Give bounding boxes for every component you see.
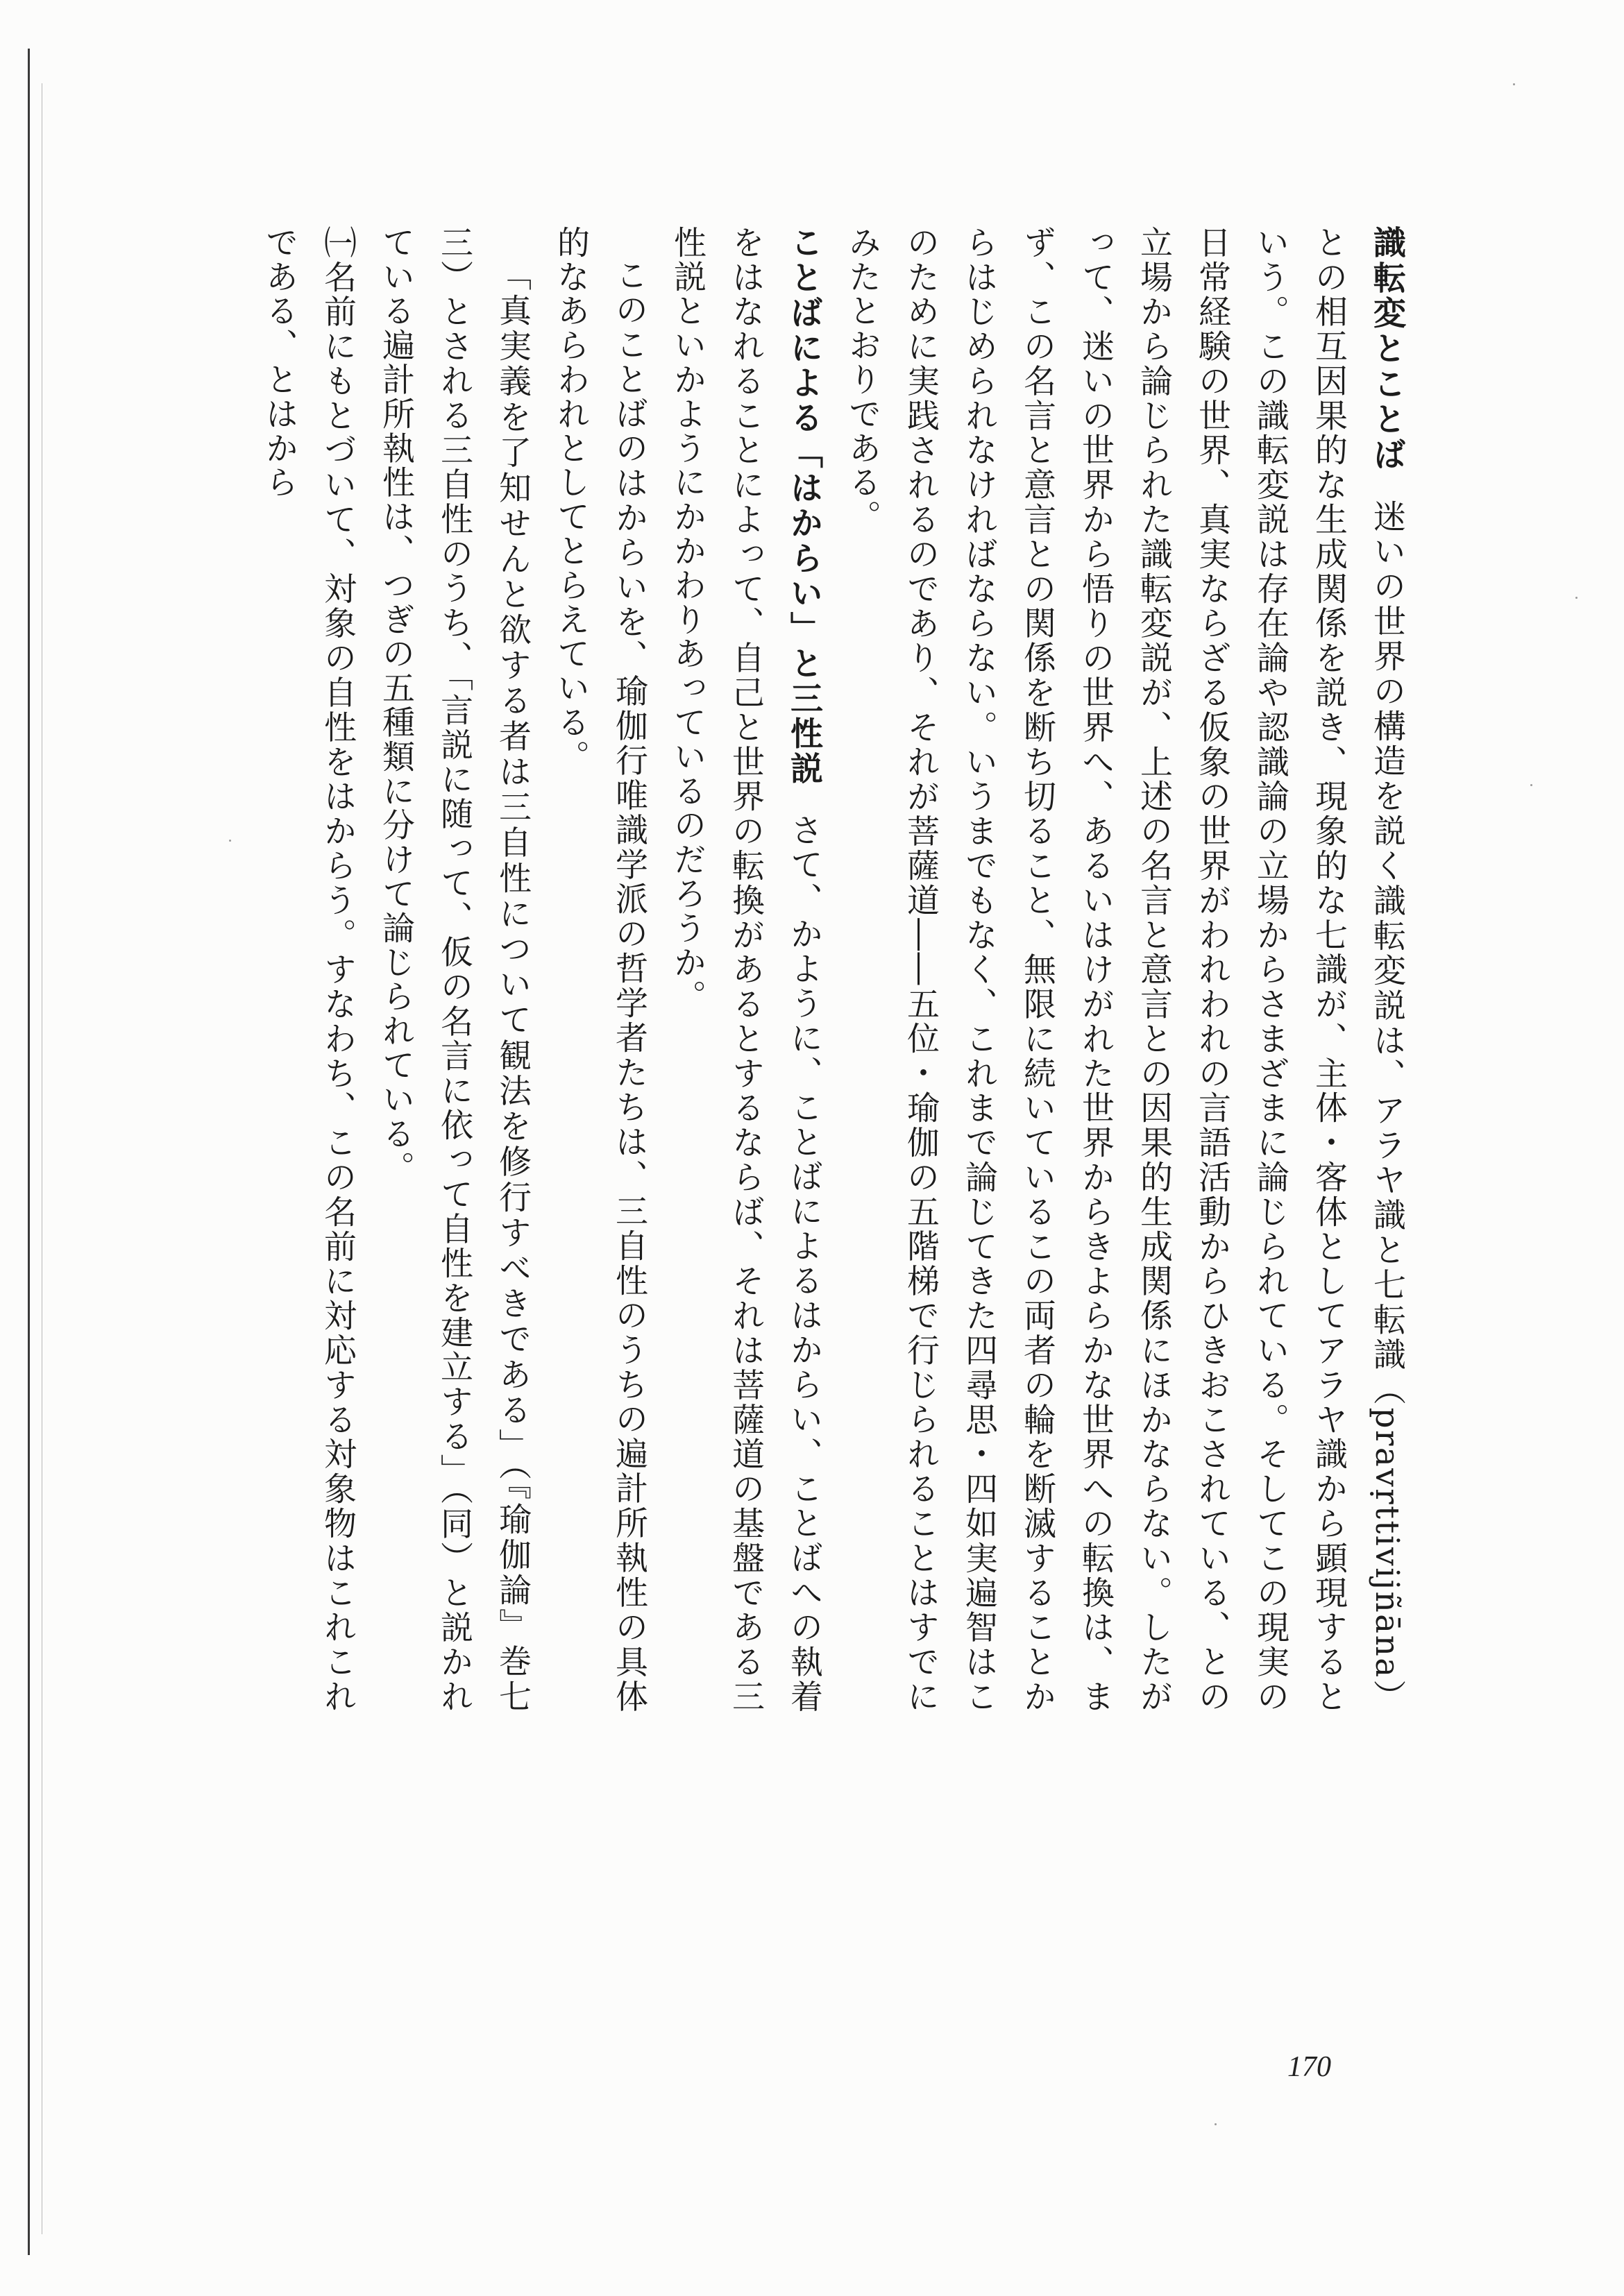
section-heading: ことばによる「はからい」と三性説: [785, 226, 823, 787]
binding-edge-line: [28, 49, 30, 2255]
scan-speck: [229, 840, 231, 842]
section-heading: 識転変とことば: [1368, 226, 1406, 473]
scan-speck: [1575, 597, 1578, 599]
vertical-text-body: [236, 226, 1416, 1714]
paragraph-text: 迷いの世界の構造を説く識転変説は、アラヤ識と七転識（pravṛttivijñāna）との相互因果的な生成関係を説き、現象的な七識が、主体・客体としてアラヤ識から顕現するという。この識転変説は存在論や認識論の立場からさまざまに論じられている。そしてこの現実の日常経験の世界、真実ならざる仮象の世界がわれわれの言語活動からひきおこされている、との立場から論じられた識転変説が、上述の名言と意言との因果的生成関係にほかならない。したがって、迷いの世界から悟りの世界へ、あるいはけがれた世界からきよらかな世界への転換は、まず、この名言と意言との関係を断ち切ること、無限に続いているこの両者の輪を断滅することからはじめられなければならない。いうまでもなく、これまで論じてきた四尋思・四如実遍智はこのために実践されるのであり、それが菩薩道――五位・瑜伽の五階梯で行じられることはすでにみたとおりである。: [843, 226, 1406, 1714]
body-paragraph: 「真実義を了知せんと欲する者は三自性について観法を修行すべきである」（『瑜伽論』巻七三）とされる三自性のうち、「言説に随って、仮の名言に依って自性を建立する」（同）と説かれている遍計所執性は、つぎの五種類に分けて論じられている。: [377, 226, 532, 1714]
paragraph-text: さて、かように、ことばによるはからい、ことばへの執着をはなれることによって、自己と世界の転換があるとするならば、それは菩薩道の基盤である三性説といかようにかかわりあっているのだろうか。: [668, 226, 823, 1714]
page-number: 170: [1287, 2051, 1331, 2083]
section-paragraph: [658, 226, 833, 1714]
scan-speck: [1513, 83, 1515, 85]
section-paragraph: [833, 226, 1416, 1714]
scan-speck: [1530, 784, 1532, 786]
numbered-list-item: ㈠名前にもとづいて、対象の自性をはからう。すなわち、この名前に対応する対象物はこれこれである、とはから: [260, 226, 357, 1714]
body-paragraph: このことばのはからいを、瑜伽行唯識学派の哲学者たちは、三自性のうちの遍計所執性の具体的なあらわれとしてとらえている。: [552, 226, 648, 1714]
scan-speck: [1215, 2123, 1217, 2125]
